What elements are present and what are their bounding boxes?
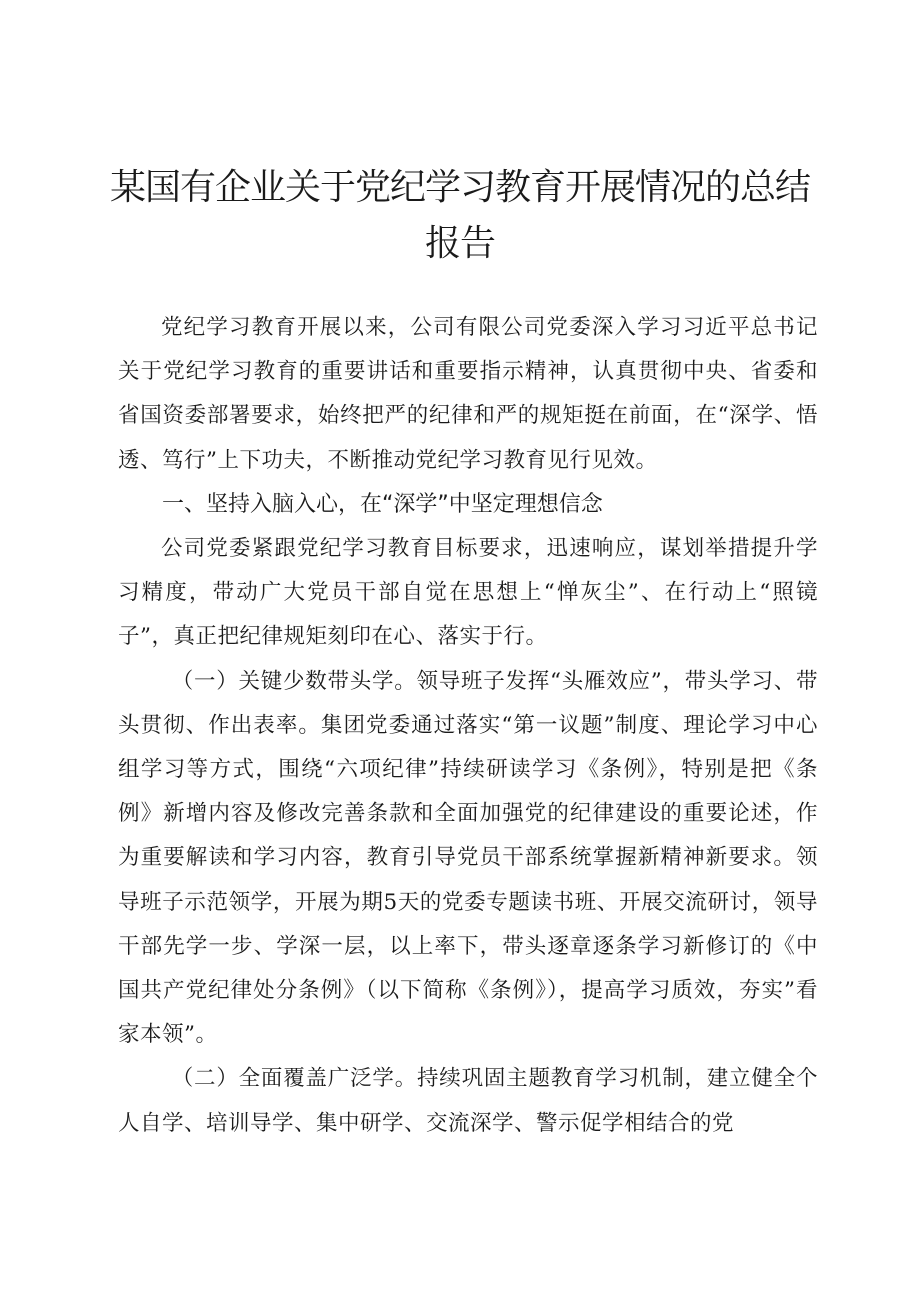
document-title: 某国有企业关于党纪学习教育开展情况的总结报告 xyxy=(110,167,811,264)
subsection-2-paragraph: （二）全面覆盖广泛学。持续巩固主题教育学习机制，建立健全个人自学、培训导学、集中研学、交流深学、警示促学相结合的党 xyxy=(118,1066,818,1136)
subsection-1-paragraph: （一）关键少数带头学。领导班子发挥“头雁效应”，带头学习、带头贯彻、作出表率。集团党委通过落实“第一议题”制度、理论学习中心组学习等方式，围绕“六项纪律”持续研读学习《条例》，特别是把《条例》新增内容及修改完善条款和全面加强党的纪律建设的重要论述，作为重要解读和学习内容，教育引导党员干部系统掌握新精神新要求。领导班子示范领学，开展为期5天的党委专题读书班、开展交流研讨，领导干部先学一步、学深一层，以上率下，带头逐章逐条学习新修订的《中国共产党纪律处分条例》（以下简称《条例》），提高学习质效，夯实”看家本领”。 xyxy=(118,668,818,1048)
section-heading-1: 一、坚持入脑入心，在“深学”中坚定理想信念 xyxy=(162,491,603,517)
section-1-paragraph: 公司党委紧跟党纪学习教育目标要求，迅速响应，谋划举措提升学习精度，带动广大党员干部自觉在思想上“惮灰尘”、在行动上“照镜子”，真正把纪律规矩刻印在心、落实于行。 xyxy=(118,536,818,650)
intro-paragraph: 党纪学习教育开展以来，公司有限公司党委深入学习习近平总书记关于党纪学习教育的重要讲话和重要指示精神，认真贯彻中央、省委和省国资委部署要求，始终把严的纪律和严的规矩挺在前面，在“深学、悟透、笃行”上下功夫，不断推动党纪学习教育见行见效。 xyxy=(118,315,818,473)
document-body xyxy=(118,306,818,1146)
